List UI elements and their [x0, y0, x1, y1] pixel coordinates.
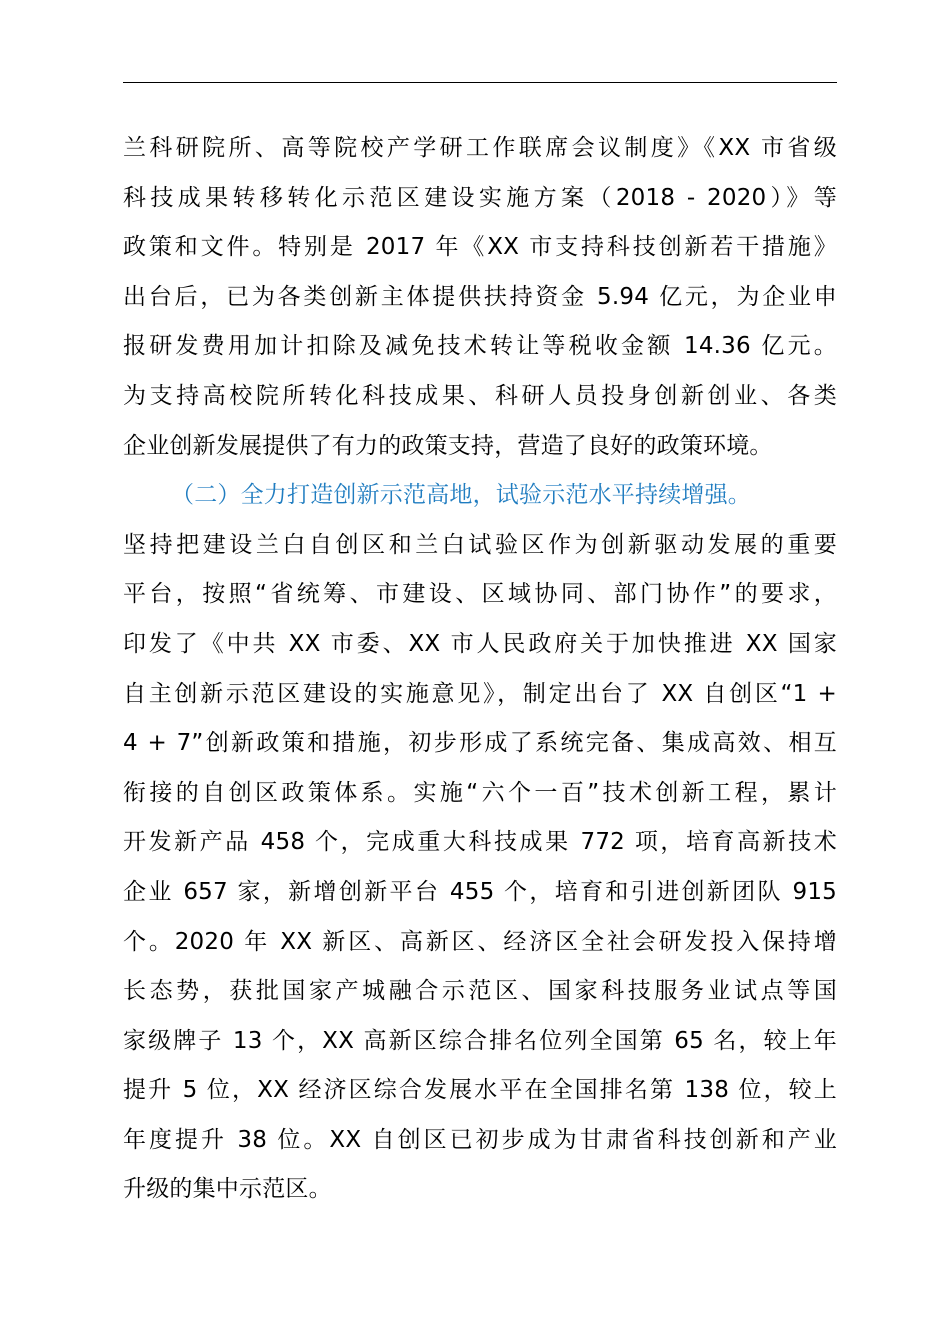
paragraph-line: 平台，按照“省统筹、市建设、区域协同、部门协作”的要求，	[123, 581, 837, 608]
paragraph-line: 企业创新发展提供了有力的政策支持，营造了良好的政策环境。	[123, 432, 773, 459]
paragraph-line: 家级牌子 13 个，XX 高新区综合排名位列全国第 65 名，较上年	[123, 1027, 837, 1054]
paragraph-line: 报研发费用加计扣除及减免技术转让等税收金额 14.36 亿元。	[123, 333, 837, 360]
paragraph-line: 出台后，已为各类创新主体提供扶持资金 5.94 亿元，为企业申	[123, 283, 837, 310]
paragraph-line: 长态势，获批国家产城融合示范区、国家科技服务业试点等国	[123, 978, 837, 1005]
paragraph-line: 4 + 7”创新政策和措施，初步形成了系统完备、集成高效、相互	[123, 730, 837, 757]
paragraph-line: 年度提升 38 位。XX 自创区已初步成为甘肃省科技创新和产业	[123, 1126, 837, 1153]
paragraph-line: 企业 657 家，新增创新平台 455 个，培育和引进创新团队 915	[123, 878, 837, 905]
paragraph-line: 提升 5 位，XX 经济区综合发展水平在全国排名第 138 位，较上	[123, 1077, 837, 1104]
paragraph-line: 自主创新示范区建设的实施意见》，制定出台了 XX 自创区“1 +	[123, 680, 837, 707]
paragraph-line: 兰科研院所、高等院校产学研工作联席会议制度》《XX 市省级	[123, 135, 837, 161]
section-heading	[123, 471, 837, 521]
paragraph-line: 开发新产品 458 个，完成重大科技成果 772 项，培育高新技术	[123, 829, 837, 856]
document-body	[123, 124, 837, 1215]
paragraph-line: 为支持高校院所转化科技成果、科研人员投身创新创业、各类	[123, 382, 837, 409]
paragraph-line: 升级的集中示范区。	[123, 1176, 332, 1203]
paragraph-line: 衔接的自创区政策体系。实施“六个一百”技术创新工程，累计	[123, 779, 837, 806]
paragraph-line: 个。2020 年 XX 新区、高新区、经济区全社会研发投入保持增	[123, 928, 837, 955]
header-rule	[123, 82, 837, 83]
paragraph-line: 科技成果转移转化示范区建设实施方案（2018 - 2020）》等	[123, 184, 837, 211]
paragraph-line: 印发了《中共 XX 市委、XX 市人民政府关于加快推进 XX 国家	[123, 630, 837, 657]
paragraph-line: 政策和文件。特别是 2017 年《XX 市支持科技创新若干措施》	[123, 234, 837, 261]
section-heading-text: （二）全力打造创新示范高地，试验示范水平持续增强。	[171, 482, 751, 509]
paragraph-line: 坚持把建设兰白自创区和兰白试验区作为创新驱动发展的重要	[123, 531, 837, 558]
